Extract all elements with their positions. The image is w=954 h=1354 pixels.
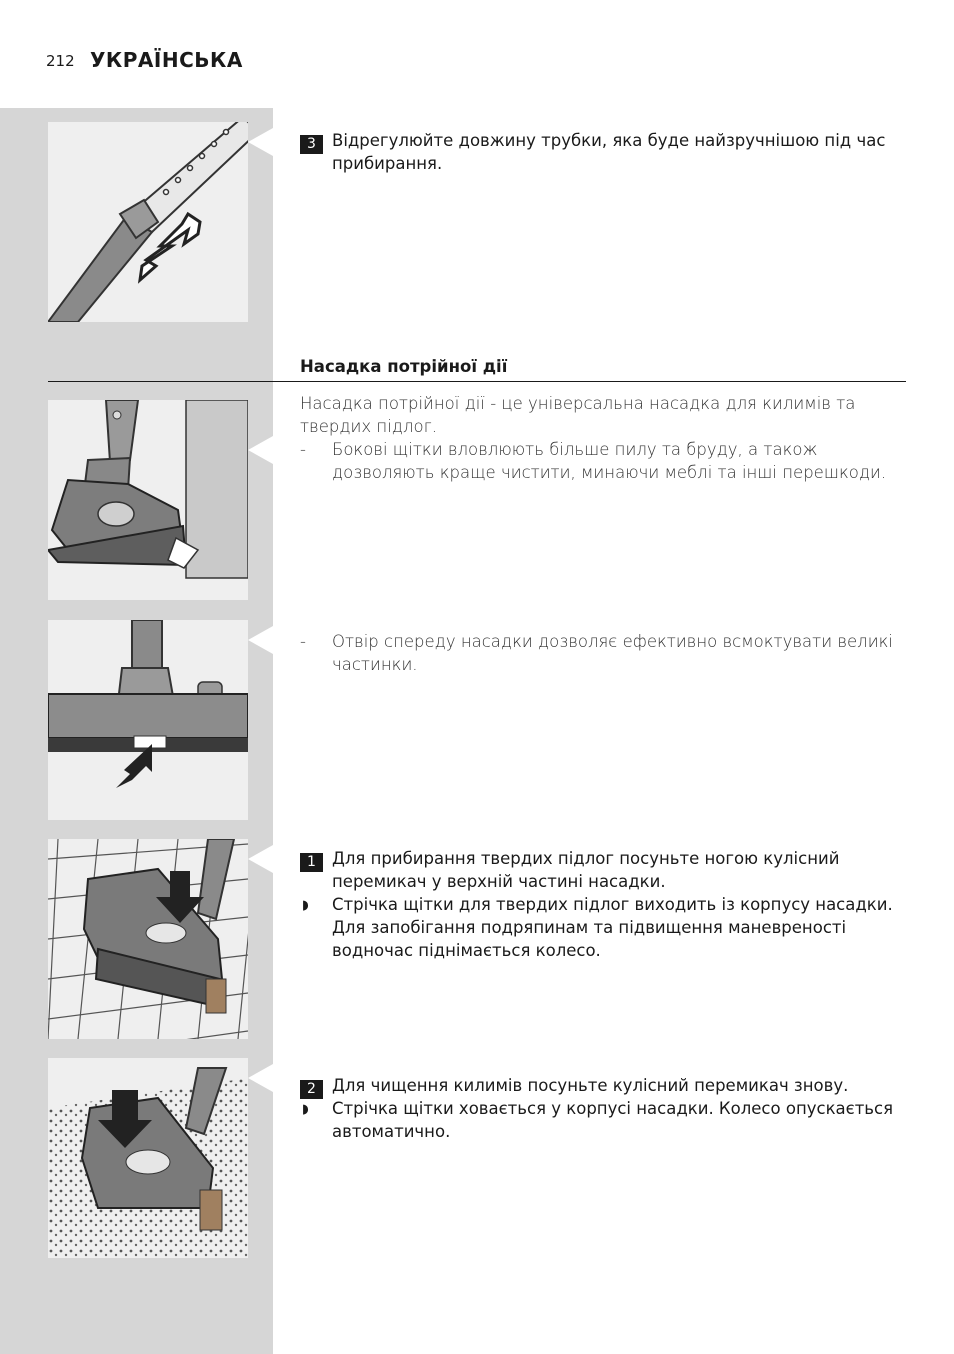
figure-pointer <box>248 845 273 873</box>
step-row <box>300 847 908 893</box>
list-item-text: Бокові щітки вловлюють більше пилу та бруду, а також дозволяють краще чистити, минаючи меблі та інші перешкоди. <box>332 440 887 482</box>
result-text: Стрічка щітки ховається у корпусі насадки. Колесо опускається автоматично. <box>332 1099 894 1141</box>
result-row <box>300 1097 908 1143</box>
step-adjust-tube <box>300 129 908 175</box>
bullet-marker: ◗ <box>302 898 309 913</box>
page-number: 212 <box>46 52 75 70</box>
intro-text: Насадка потрійної дії - це універсальна насадка для килимів та твердих підлог. <box>300 394 856 436</box>
bullet-marker: ◗ <box>302 1102 309 1117</box>
step-number-badge: 1 <box>300 853 323 872</box>
list-item <box>300 438 908 484</box>
dash-marker: - <box>300 440 306 459</box>
front-opening-note <box>300 630 908 676</box>
step-row <box>300 1074 908 1097</box>
step-carpet <box>300 1074 908 1143</box>
result-row <box>300 893 908 962</box>
figure-pointer <box>248 626 273 654</box>
list-item-text: Отвір спереду насадки дозволяє ефективно всмоктувати великі частинки. <box>332 632 893 674</box>
step-text: Для чищення килимів посуньте кулісний перемикач знову. <box>332 1076 849 1095</box>
step-text: Відрегулюйте довжину трубки, яка буде найзручнішою під час прибирання. <box>332 131 886 173</box>
page-title: УКРАЇНСЬКА <box>90 48 243 72</box>
step-row <box>300 129 908 175</box>
dash-marker: - <box>300 632 306 651</box>
figure-side-brushes <box>48 400 248 600</box>
figure-pointer <box>248 1064 273 1092</box>
section-heading: Насадка потрійної дії <box>300 357 508 376</box>
figure-front-opening <box>48 620 248 820</box>
figure-pointer <box>248 436 273 464</box>
section-divider <box>48 381 906 382</box>
nozzle-description <box>300 392 908 484</box>
step-hard-floor <box>300 847 908 962</box>
figure-carpet-mode <box>48 1058 248 1258</box>
step-number-badge: 3 <box>300 135 323 154</box>
figure-pointer <box>248 128 273 156</box>
result-text: Стрічка щітки для твердих підлог виходить із корпусу насадки. Для запобігання подряпинам та підвищення маневреності водночас піднімається колесо. <box>332 895 893 960</box>
step-number-badge: 2 <box>300 1080 323 1099</box>
step-text: Для прибирання твердих підлог посуньте ногою кулісний перемикач у верхній частині насадки. <box>332 849 840 891</box>
list-item <box>300 630 908 676</box>
figure-hard-floor-mode <box>48 839 248 1039</box>
figure-telescopic-tube <box>48 122 248 322</box>
